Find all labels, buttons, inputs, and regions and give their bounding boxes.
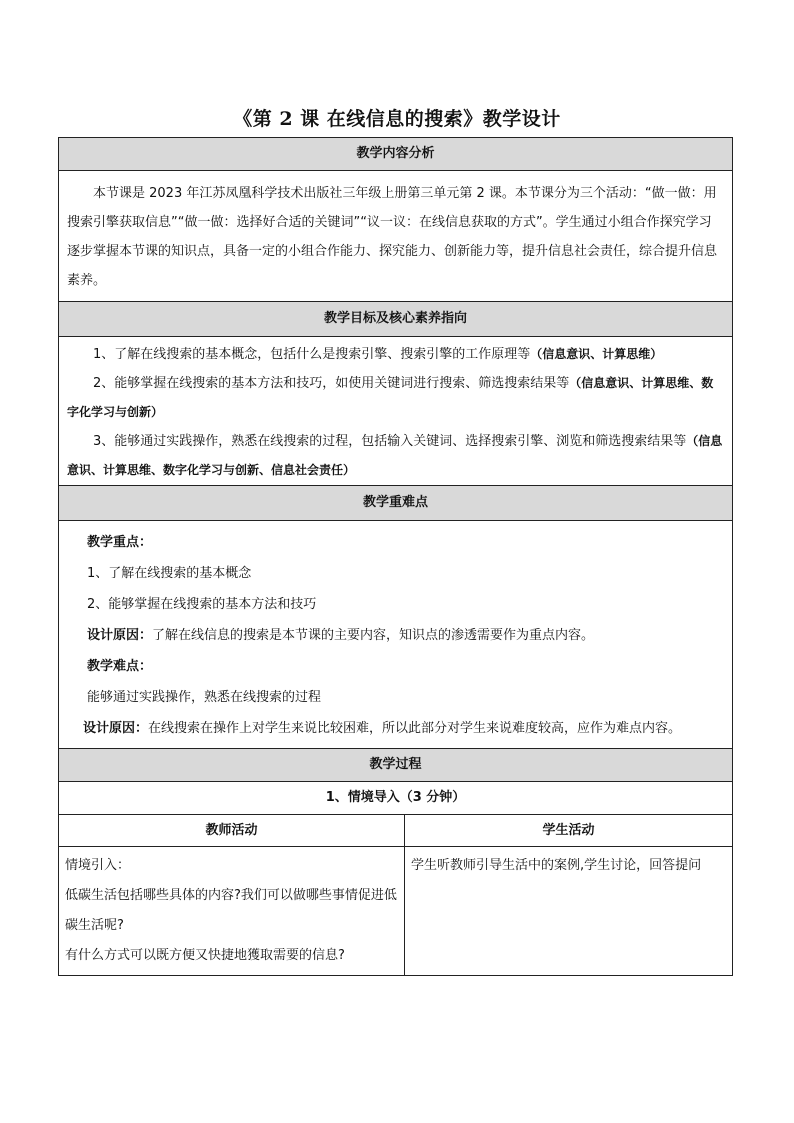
teacher-activity-header: 教师活动 <box>59 815 405 847</box>
difficulty-reason-text: 在线搜索在操作上对学生来说比较困难，所以此部分对学生来说难度较高，应作为难点内容。 <box>148 721 682 736</box>
key-points-cell <box>59 521 733 749</box>
goals-cell <box>59 337 733 486</box>
page-title: 《第 2 课 在线信息的搜索》教学设计 <box>233 108 561 130</box>
key-points-heading: 教学重难点 <box>59 486 733 521</box>
goal-text: 2、能够掌握在线搜索的基本方法和技巧，如使用关键词进行搜索、筛选搜索结果等 <box>93 376 570 391</box>
teacher-line-3: 有什么方式可以既方便又快捷地獲取需要的信息? <box>65 948 345 963</box>
student-activity-header: 学生活动 <box>405 815 733 847</box>
difficulty-reason <box>83 713 724 744</box>
teacher-activity-cell <box>59 847 405 976</box>
difficulty-text: 能够通过实践操作，熟悉在线搜索的过程 <box>87 690 322 705</box>
goal-item-1 <box>59 340 732 369</box>
focus-label: 教学重点： <box>87 535 153 550</box>
goals-heading: 教学目标及核心素养指向 <box>59 302 733 337</box>
focus-item-2: 2、能够掌握在线搜索的基本方法和技巧 <box>87 597 317 612</box>
focus-reason <box>87 620 724 651</box>
content-analysis-cell <box>59 171 733 302</box>
goal-tag: （信息意识、计算思维、数字化学习与创新、信息社会责任） <box>67 434 723 477</box>
goal-item-3 <box>59 427 732 485</box>
student-activity-cell <box>405 847 733 976</box>
content-analysis-text: 本节课是 2023 年江苏凤凰科学技术出版社三年级上册第三单元第 2 课。本节课分为三个活动：“做一做：用搜索引擎获取信息”“做一做：选择好合适的关键词”“议一议：在线信息获取的方式”。学生通过小组合作探究学习逐步掌握本节课的知识点，具备一定的小组合作能力、探究能力、创新能力等，提升信息社会责任，综合提升信息素养。 <box>67 186 718 288</box>
goal-item-2 <box>59 369 732 427</box>
goal-text: 1、了解在线搜索的基本概念，包括什么是搜索引擎、搜索引擎的工作原理等 <box>93 347 531 362</box>
teacher-line-1: 情境引入： <box>65 858 131 873</box>
focus-reason-text: 了解在线信息的搜索是本节课的主要内容，知识点的渗透需要作为重点内容。 <box>152 628 595 643</box>
process-heading: 教学过程 <box>59 749 733 782</box>
focus-item-1: 1、了解在线搜索的基本概念 <box>87 566 252 581</box>
lesson-plan-table <box>58 137 733 976</box>
teacher-line-2: 低碳生活包括哪些具体的内容?我们可以做哪些事情促进低碳生活呢? <box>65 888 397 933</box>
difficulty-label: 教学难点： <box>87 659 153 674</box>
goal-text: 3、能够通过实践操作，熟悉在线搜索的过程，包括输入关键词、选择搜索引擎、浏览和筛选搜索结果等 <box>93 434 687 449</box>
difficulty-reason-label: 设计原因： <box>83 721 149 736</box>
process-section-title: 1、情境导入（3 分钟） <box>59 782 733 815</box>
content-analysis-heading: 教学内容分析 <box>59 138 733 171</box>
goal-tag: （信息意识、计算思维） <box>530 347 663 361</box>
goal-tag: （信息意识、计算思维、数字化学习与创新） <box>67 376 714 419</box>
focus-reason-label: 设计原因： <box>87 628 153 643</box>
student-activity-text: 学生听教师引导生活中的案例,学生讨论，回答提问 <box>411 858 702 873</box>
